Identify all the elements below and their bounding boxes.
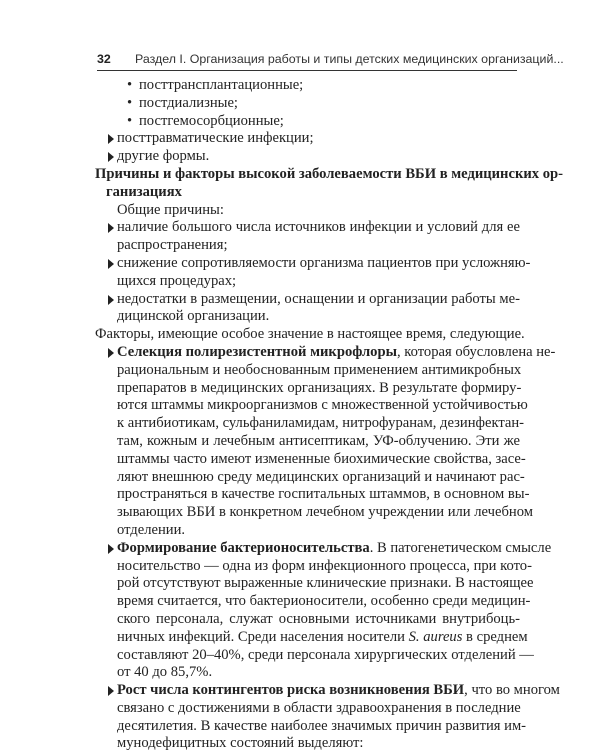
factor-item: Рост числа контингентов риска возникновения ВБИ, что во многом: [95, 682, 520, 700]
factor-text: время считается, что бактерионосители, особенно среди медицин-: [117, 593, 531, 610]
triangle-bullet-icon: [108, 348, 114, 358]
factor-text: составляют 20–40%, среди персонала хирургических отделений —: [117, 646, 534, 663]
factor-text: носительство — одна из форм инфекционного процесса, при кото-: [117, 557, 532, 574]
header-title: Раздел I. Организация работы и типы детских медицинских организаций...: [135, 52, 564, 66]
list-item-cont: распространения;: [117, 237, 228, 254]
factor-text: к антибиотикам, сульфаниламидам, нитрофуранам, дезинфектан-: [117, 415, 525, 432]
triangle-bullet-icon: [108, 134, 114, 144]
list-item-cont: дицинской организации.: [117, 308, 270, 325]
factor-text: ляют внешнюю среду медицинских организаций и начинают рас-: [117, 468, 525, 485]
sublist-item: • посттрансплантационные;: [127, 77, 304, 93]
factor-text: рой отсутствуют выраженные клинические признаки. В настоящее: [117, 575, 534, 592]
list-item-cont: щихся процедурах;: [117, 272, 237, 289]
factor-text: ского персонала, служат основными источниками внутрибоць-: [117, 610, 520, 627]
triangle-bullet-icon: [108, 152, 114, 162]
page-body: [95, 77, 563, 753]
factor-text: ются штаммы микроорганизмов с множественной устойчивостью: [117, 397, 528, 414]
bullet-dot: •: [127, 77, 133, 93]
factor-text: мунодефицитных состояний выделяют:: [117, 735, 364, 752]
list-item: посттравматические инфекции;: [95, 130, 520, 148]
sublist-item: • постгемосорбционные;: [127, 112, 284, 129]
factor-text: пространяться в качестве госпитальных штаммов, в основном вы-: [117, 486, 530, 503]
section-heading: Причины и факторы высокой заболеваемости ВБИ в медицинских ор-: [95, 165, 563, 182]
factor-text: там, кожным и лечебным антисептикам, УФ-облучению. Эти же: [117, 432, 520, 449]
page-number: 32: [97, 52, 111, 66]
factor-text: рациональным и необоснованным применением антимикробных: [117, 361, 522, 378]
bullet-dot: •: [127, 112, 133, 129]
list-item: другие формы.: [95, 148, 520, 166]
triangle-bullet-icon: [108, 544, 114, 554]
triangle-bullet-icon: [108, 223, 114, 233]
factor-text: зывающих ВБИ в конкретном лечебном учреждении или лечебном: [117, 504, 533, 521]
sublist-item: • постдиализные;: [127, 94, 238, 111]
factor-text: десятилетия. В качестве наиболее значимых причин развития им-: [117, 717, 527, 734]
running-header: [97, 50, 564, 71]
factor-text: от 40 до 85,7%.: [117, 664, 213, 681]
bullet-dot: •: [127, 94, 133, 111]
triangle-bullet-icon: [108, 686, 114, 696]
general-causes-label: Общие причины:: [117, 201, 224, 218]
factor-item: Селекция полирезистентной микрофлоры, которая обусловлена не-: [95, 344, 520, 362]
list-item: снижение сопротивляемости организма пациентов при усложняю-: [95, 255, 520, 273]
triangle-bullet-icon: [108, 295, 114, 305]
factor-text: препаратов в медицинских организациях. В результате формиру-: [117, 379, 522, 396]
list-item: недостатки в размещении, оснащении и организации работы ме-: [95, 291, 520, 309]
triangle-bullet-icon: [108, 259, 114, 269]
factor-text: штаммы часто имеют измененные биохимические свойства, засе-: [117, 450, 526, 467]
list-item: наличие большого числа источников инфекции и условий для ее: [95, 219, 520, 237]
factor-item: Формирование бактерионосительства. В патогенетическом смысле: [95, 540, 520, 558]
section-heading-cont: ганизациях: [106, 183, 182, 200]
factor-text: ничных инфекций. Среди населения носители S. aureus в среднем: [117, 628, 528, 645]
factor-text: связано с достижениями в области здравоохранения в последние: [117, 699, 521, 716]
factor-text: отделении.: [117, 521, 186, 538]
factors-intro: Факторы, имеющие особое значение в настоящее время, следующие.: [95, 326, 525, 343]
